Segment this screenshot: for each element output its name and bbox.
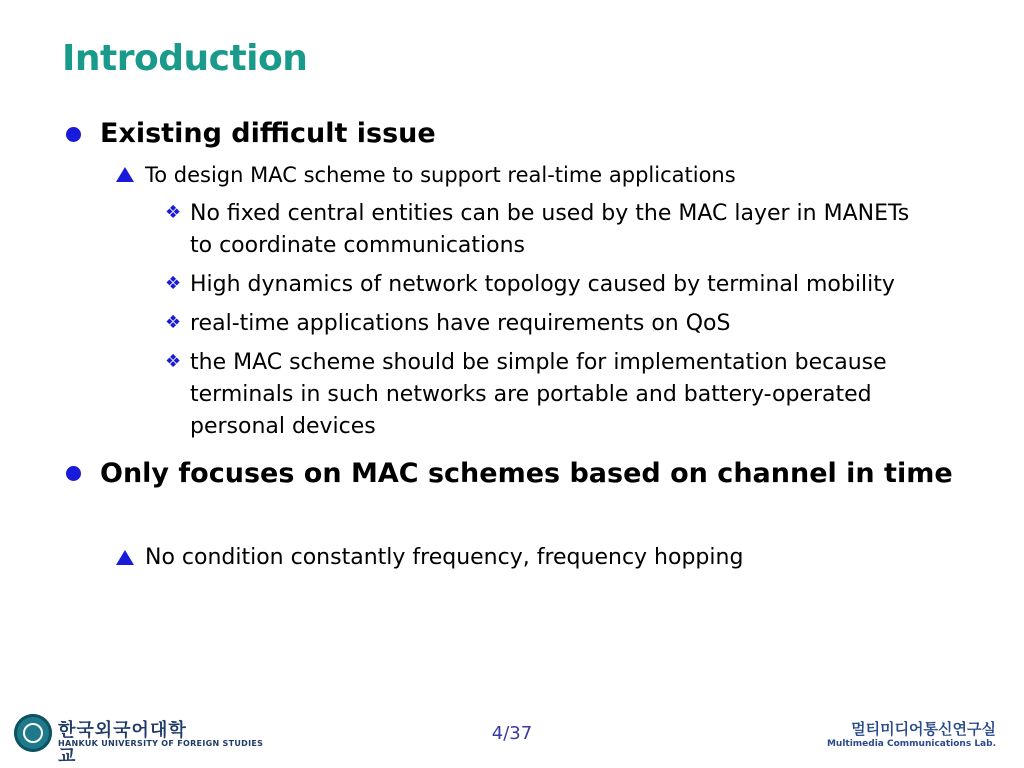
slide-title: Introduction <box>62 38 308 79</box>
university-name-english: HANKUK UNIVERSITY OF FOREIGN STUDIES <box>58 739 264 748</box>
bullet-triangle-icon <box>116 550 134 565</box>
bullet-1-1-4-text: the MAC scheme should be simple for implementation because terminals in such networks are portable and battery-operated personal devices <box>190 350 887 439</box>
bullet-1-text: Existing difficult issue <box>100 118 436 149</box>
bullet-1-1-1-text: No fixed central entities can be used by the MAC layer in MANETs to coordinate communications <box>190 201 910 258</box>
bullet-dot-icon <box>66 127 81 142</box>
university-name-korean: 한국외국어대학교 <box>58 720 187 767</box>
bullet-1-1-3-text: real-time applications have requirements on QoS <box>190 311 731 336</box>
bullet-diamond-icon: ❖ <box>165 351 182 372</box>
lab-name-korean: 멀티미디어통신연구실 <box>851 720 996 738</box>
lab-name-english: Multimedia Communications Lab. <box>826 739 996 749</box>
bullet-diamond-icon: ❖ <box>165 273 182 294</box>
bullet-triangle-icon <box>116 167 134 182</box>
bullet-2-1-text: No condition constantly frequency, frequency hopping <box>145 545 744 570</box>
bullet-dot-icon <box>66 466 81 481</box>
bullet-1-1-text: To design MAC scheme to support real-time applications <box>145 163 736 187</box>
lab-logo <box>826 718 1010 754</box>
bullet-diamond-icon: ❖ <box>165 202 182 223</box>
bullet-2-text: Only focuses on MAC schemes based on channel in time <box>100 458 953 489</box>
bullet-1-1-2-text: High dynamics of network topology caused by terminal mobility <box>190 272 895 297</box>
bullet-diamond-icon: ❖ <box>165 312 182 333</box>
page-number: 4/37 <box>491 723 533 744</box>
